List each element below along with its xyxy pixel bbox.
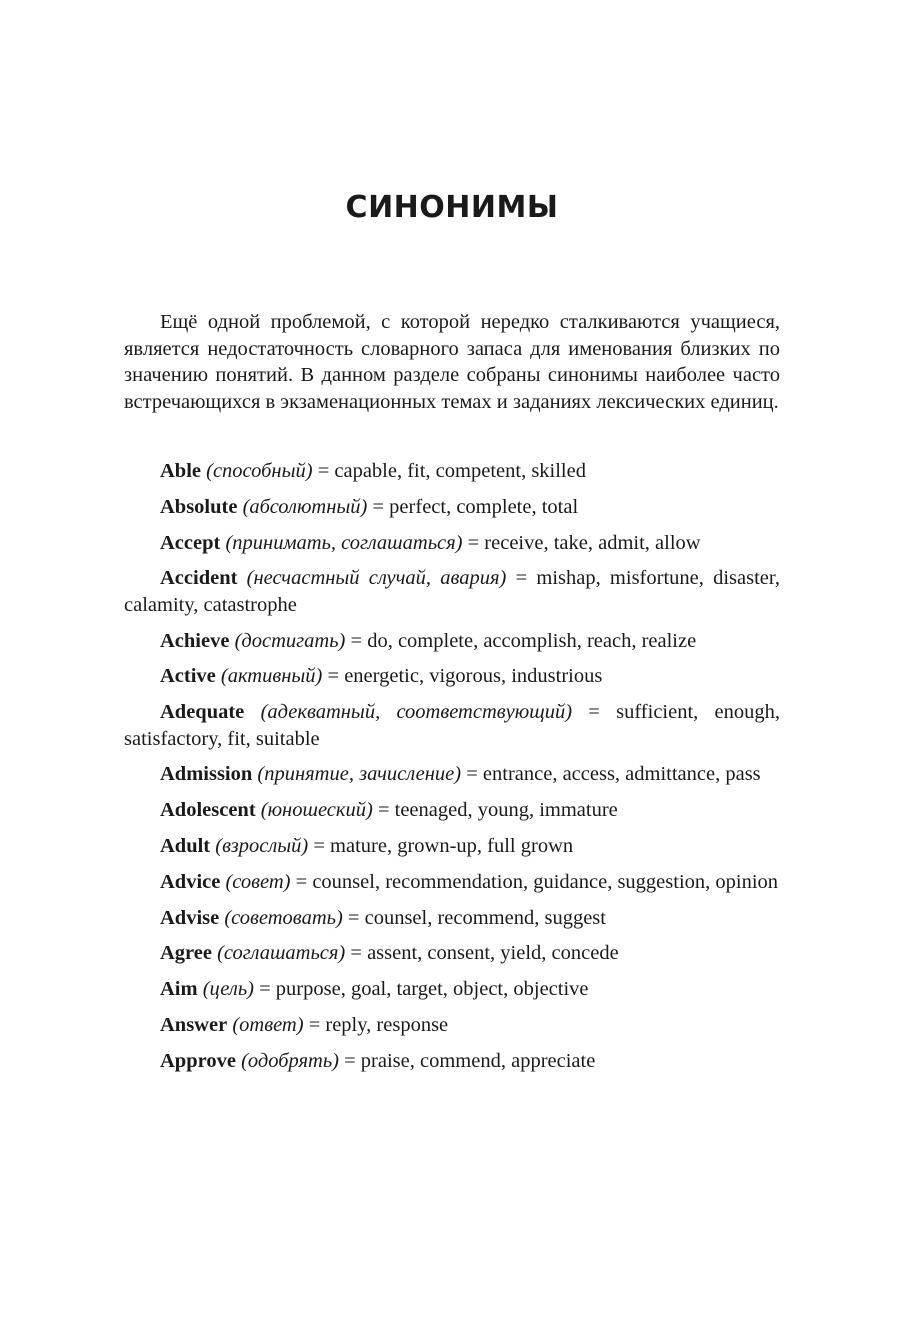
entry-translation: (советовать): [224, 906, 343, 929]
entry-word: Approve: [160, 1049, 236, 1072]
entry-synonyms: = entrance, access, admittance, pass: [466, 763, 761, 786]
entry-word: Answer: [160, 1013, 228, 1036]
entry-synonyms: = praise, commend, appreciate: [344, 1049, 596, 1072]
entry-synonyms: = counsel, recommend, suggest: [347, 906, 606, 929]
synonym-entry: [124, 940, 780, 966]
entry-synonyms: = counsel, recommendation, guidance, suggestion, opinion: [295, 870, 779, 893]
entry-word: Advise: [160, 906, 220, 929]
entry-synonyms: = receive, take, admit, allow: [467, 531, 701, 554]
entry-word: Agree: [160, 942, 212, 965]
entry-translation: (достигать): [234, 629, 346, 652]
synonym-entry: [124, 494, 780, 520]
entry-translation: (способный): [206, 460, 313, 482]
entry-word: Adult: [160, 834, 211, 857]
entry-synonyms: = reply, response: [308, 1013, 449, 1036]
synonym-entry: [124, 663, 780, 689]
entry-synonyms: = teenaged, young, immature: [377, 799, 618, 822]
entry-translation: (совет): [225, 870, 291, 893]
entry-translation: (взрослый): [215, 834, 309, 857]
entry-translation: (соглашаться): [217, 942, 346, 965]
entry-word: Accept: [160, 531, 221, 554]
synonym-entry: [124, 905, 780, 931]
synonym-entry: [124, 699, 780, 752]
entry-translation: (ответ): [232, 1013, 304, 1036]
synonym-entry: [124, 761, 780, 787]
synonym-list: [124, 458, 780, 1084]
entry-word: Adolescent: [160, 799, 256, 822]
synonym-entry: [124, 1012, 780, 1038]
synonym-entry: [124, 628, 780, 654]
synonym-entry: [124, 797, 780, 823]
entry-word: Absolute: [160, 495, 238, 518]
entry-synonyms: = energetic, vigorous, industrious: [327, 665, 603, 688]
entry-translation: (цель): [202, 978, 254, 1001]
entry-translation: (абсолютный): [242, 495, 368, 518]
entry-synonyms: = do, complete, accomplish, reach, realize: [350, 629, 697, 652]
entry-synonyms: = sufficient, enough, satisfactory, fit, suitable: [124, 701, 781, 750]
entry-translation: (адекватный, соответствующий): [260, 701, 573, 724]
entry-word: Achieve: [160, 629, 230, 652]
synonym-entry: [124, 976, 780, 1002]
synonym-entry: [124, 530, 780, 556]
entry-translation: (принятие, зачисление): [257, 763, 462, 786]
entry-word: Advice: [160, 870, 221, 893]
entry-synonyms: = capable, fit, competent, skilled: [317, 460, 586, 482]
entry-synonyms: = assent, consent, yield, concede: [350, 942, 619, 965]
synonym-entry: [124, 869, 780, 895]
entry-translation: (активный): [220, 665, 323, 688]
synonym-entry: [124, 833, 780, 859]
synonym-entry: [124, 565, 780, 618]
entry-word: Adequate: [160, 701, 245, 724]
entry-word: Admission: [160, 763, 253, 786]
entry-synonyms: = purpose, goal, target, object, objective: [259, 978, 589, 1001]
entry-synonyms: = mature, grown-up, full grown: [313, 834, 574, 857]
entry-word: Accident: [160, 567, 238, 590]
entry-translation: (несчастный случай, авария): [246, 567, 507, 590]
synonym-entry: [124, 458, 780, 484]
intro-paragraph: Ещё одной проблемой, с которой нередко сталкиваются учащиеся, является недостаточность словарного запаса для именования близких по значению понятий. В данном разделе собраны синонимы наиболее часто встречающихся в экзаменационных темах и заданиях лексических единиц.: [124, 311, 780, 413]
entry-synonyms: = perfect, complete, total: [372, 495, 579, 518]
page-title: СИНОНИМЫ: [345, 190, 559, 225]
entry-word: Aim: [160, 978, 198, 1001]
entry-word: Able: [160, 460, 201, 482]
entry-translation: (юношеский): [260, 799, 373, 822]
entry-word: Active: [160, 665, 216, 688]
entry-translation: (принимать, соглашаться): [225, 531, 463, 554]
entry-synonyms: = mishap, misfortune, disaster, calamity, catastrophe: [124, 567, 781, 616]
synonym-entry: [124, 1048, 780, 1074]
entry-translation: (одобрять): [241, 1049, 339, 1072]
